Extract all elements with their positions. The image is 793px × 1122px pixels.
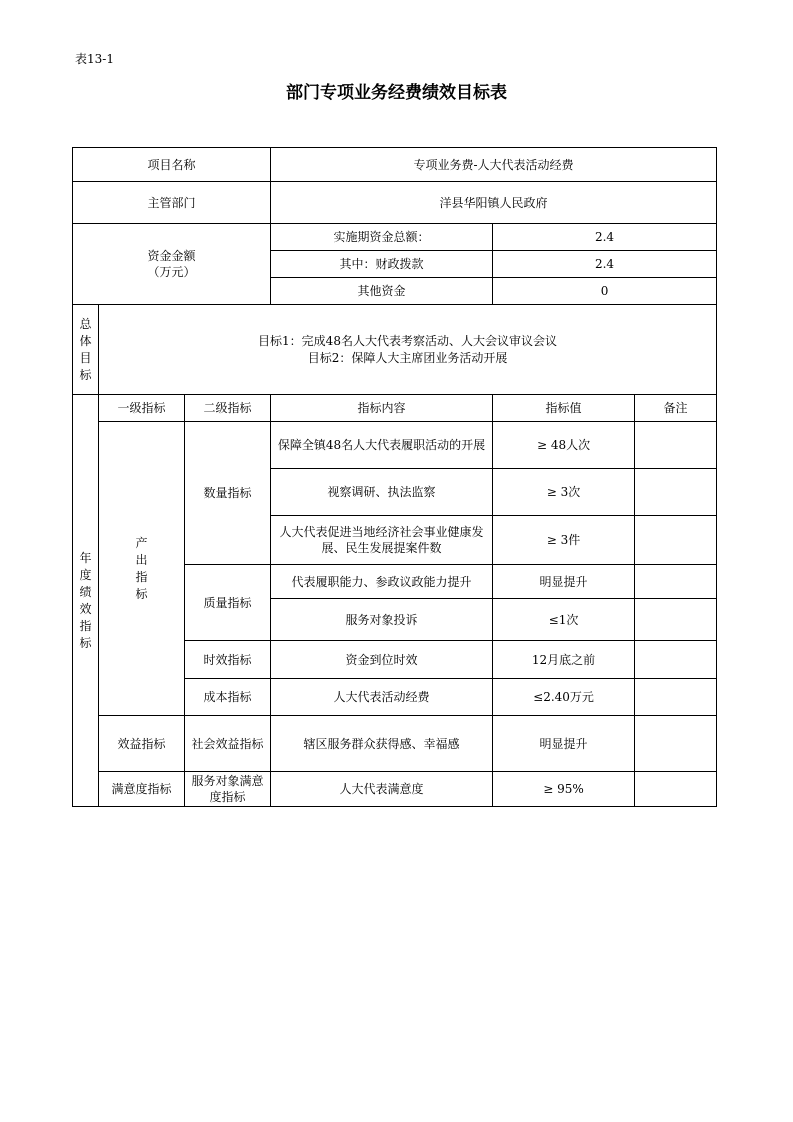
indicator-value: ≤1次 xyxy=(493,599,635,641)
overall-goal-label: 总体目标 xyxy=(73,305,99,395)
indicator-value: 12月底之前 xyxy=(493,641,635,679)
indicator-note xyxy=(635,516,717,565)
indicator-note xyxy=(635,679,717,716)
cost-indicator-label: 成本指标 xyxy=(185,679,271,716)
funds-other-value: 0 xyxy=(493,278,717,305)
quality-indicator-label: 质量指标 xyxy=(185,565,271,641)
header-content: 指标内容 xyxy=(271,395,493,422)
header-value: 指标值 xyxy=(493,395,635,422)
funds-total-value: 2.4 xyxy=(493,224,717,251)
table-row xyxy=(73,772,717,807)
page-title: 部门专项业务经费绩效目标表 xyxy=(286,83,507,103)
funds-fiscal-label: 其中：财政拨款 xyxy=(271,251,493,278)
social-benefit-indicator-label: 社会效益指标 xyxy=(185,716,271,772)
indicator-content: 服务对象投诉 xyxy=(271,599,493,641)
indicator-content: 资金到位时效 xyxy=(271,641,493,679)
indicator-value: ≥ 3次 xyxy=(493,469,635,516)
funds-label-text: 资金金额 xyxy=(147,249,196,263)
department-row xyxy=(73,182,717,224)
department-label: 主管部门 xyxy=(73,182,271,224)
goal-2: 目标2：保障人大主席团业务活动开展 xyxy=(307,350,508,365)
indicator-value: ≤2.40万元 xyxy=(493,679,635,716)
indicator-note xyxy=(635,599,717,641)
header-note: 备注 xyxy=(635,395,717,422)
table-row xyxy=(73,716,717,772)
funds-other-label: 其他资金 xyxy=(271,278,493,305)
indicator-content: 人大代表促进当地经济社会事业健康发展、民生发展提案件数 xyxy=(271,516,493,565)
satisfaction-indicator-label: 满意度指标 xyxy=(99,772,185,807)
output-indicator-label: 产出指标 xyxy=(99,422,185,716)
performance-target-table xyxy=(72,147,717,807)
funds-unit-text: （万元） xyxy=(147,265,196,279)
indicator-value: ≥ 95% xyxy=(493,772,635,807)
indicator-content: 保障全镇48名人大代表履职活动的开展 xyxy=(271,422,493,469)
indicator-value: 明显提升 xyxy=(493,565,635,599)
funds-total-label: 实施期资金总额： xyxy=(271,224,493,251)
indicator-note xyxy=(635,565,717,599)
overall-goal-content xyxy=(99,305,717,395)
indicator-header-row xyxy=(73,395,717,422)
indicator-value: ≥ 48人次 xyxy=(493,422,635,469)
service-satisfaction-indicator-label: 服务对象满意度指标 xyxy=(185,772,271,807)
overall-goal-row xyxy=(73,305,717,395)
project-name-row xyxy=(73,148,717,182)
indicator-note xyxy=(635,772,717,807)
indicator-note xyxy=(635,469,717,516)
funds-label xyxy=(73,224,271,305)
project-name-label: 项目名称 xyxy=(73,148,271,182)
indicator-note xyxy=(635,422,717,469)
header-level2: 二级指标 xyxy=(185,395,271,422)
indicator-value: ≥ 3件 xyxy=(493,516,635,565)
indicator-value: 明显提升 xyxy=(493,716,635,772)
indicator-content: 视察调研、执法监察 xyxy=(271,469,493,516)
quantity-indicator-label: 数量指标 xyxy=(185,422,271,565)
table-row xyxy=(73,422,717,469)
indicator-content: 辖区服务群众获得感、幸福感 xyxy=(271,716,493,772)
funds-total-row xyxy=(73,224,717,251)
funds-fiscal-value: 2.4 xyxy=(493,251,717,278)
indicator-content: 人大代表满意度 xyxy=(271,772,493,807)
indicator-note xyxy=(635,641,717,679)
indicator-content: 代表履职能力、参政议政能力提升 xyxy=(271,565,493,599)
indicator-content: 人大代表活动经费 xyxy=(271,679,493,716)
indicator-note xyxy=(635,716,717,772)
goal-1: 目标1：完成48名人大代表考察活动、人大会议审议会议 xyxy=(258,333,557,348)
annual-indicator-label: 年度绩效指标 xyxy=(73,395,99,807)
timeliness-indicator-label: 时效指标 xyxy=(185,641,271,679)
project-name-value: 专项业务费-人大代表活动经费 xyxy=(271,148,717,182)
header-level1: 一级指标 xyxy=(99,395,185,422)
benefit-indicator-label: 效益指标 xyxy=(99,716,185,772)
department-value: 洋县华阳镇人民政府 xyxy=(271,182,717,224)
table-number: 表13-1 xyxy=(75,52,114,66)
